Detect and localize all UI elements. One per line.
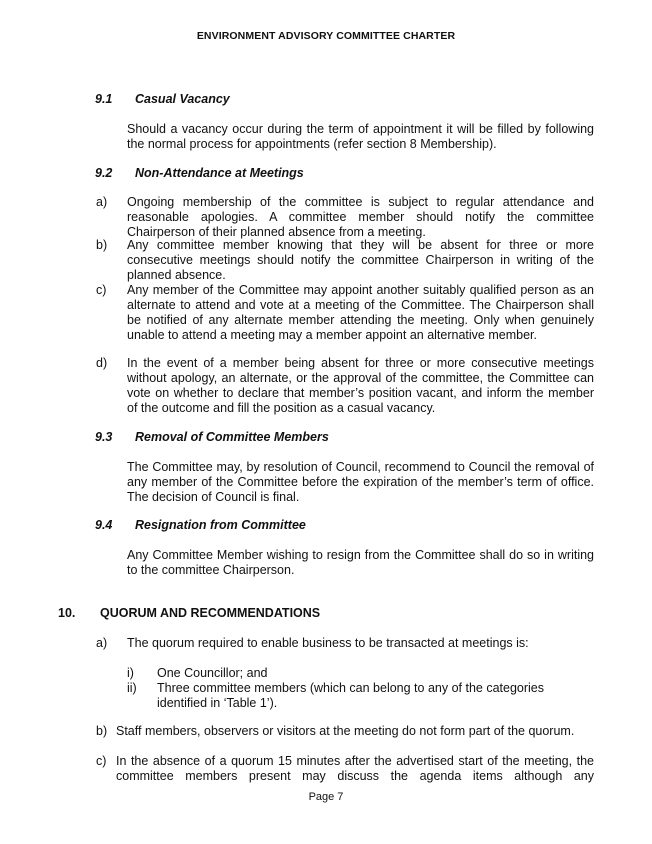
section-number: 9.4 [95,518,113,532]
list-item [96,195,594,240]
list-text: In the event of a member being absent for three or more consecutive meetings without apology, an alternate, or the approval of the committee, the Committee can vote on whether to declare that member’s position vacant, and inform the member of the outcome and fill the position as a casual vacancy. [127,356,594,415]
list-text: Ongoing membership of the committee is subject to regular attendance and reasonable apologies. A committee member should notify the committee Chairperson of their planned absence from a meeting. [127,195,594,239]
sub-list-text: One Councillor; and [157,666,268,680]
section-9-4-body: Any Committee Member wishing to resign from the Committee shall do so in writing to the committee Chairperson. [127,548,594,577]
list-label: c) [96,754,107,768]
list-label: b) [96,238,108,252]
page-number: Page 7 [308,791,344,803]
section-number: 9.2 [95,166,113,180]
section-number: 9.3 [95,430,113,444]
sub-list-text: Three committee members (which can belong to any of the categories identified in ‘Table 1’). [157,681,544,710]
list-item [96,356,594,416]
section-9-1-body: Should a vacancy occur during the term of appointment it will be filled by following the normal process for appointments (refer section 8 Membership). [127,122,594,151]
section-title: Non-Attendance at Meetings [135,166,304,180]
sub-list-item [127,666,567,681]
section-title: Casual Vacancy [135,92,230,106]
section-9-2-heading [95,166,304,180]
section-9-4-heading [95,518,306,532]
section-number: 10. [58,606,76,620]
list-item [96,238,594,283]
list-label: b) [96,724,108,738]
section-10-heading [58,606,320,620]
list-label: a) [96,195,108,209]
section-title: Removal of Committee Members [135,430,329,444]
sub-list-label: ii) [127,681,137,695]
section-9-3-heading [95,430,329,444]
section-title: QUORUM AND RECOMMENDATIONS [100,606,321,620]
sub-list-label: i) [127,666,134,680]
list-text: Staff members, observers or visitors at the meeting do not form part of the quorum. [116,724,575,738]
section-title: Resignation from Committee [135,518,306,532]
list-text: In the absence of a quorum 15 minutes after the advertised start of the meeting, the committee members present may discuss the agenda items although any [116,754,594,783]
section-9-3-body: The Committee may, by resolution of Council, recommend to Council the removal of any member of the Committee before the expiration of the member’s term of office. The decision of Council is final. [127,460,594,504]
list-item [96,754,594,784]
list-text: Any committee member knowing that they will be absent for three or more consecutive meetings should notify the committee Chairperson in writing of the planned absence. [127,238,594,282]
list-item [96,636,594,651]
list-label: d) [96,356,108,370]
list-label: c) [96,283,107,297]
section-number: 9.1 [95,92,113,106]
list-text: Any member of the Committee may appoint another suitably qualified person as an alternate to attend and vote at a meeting of the Committee. The Chairperson shall be notified of any alternate member attending the meeting. Only when genuinely unable to attend a meeting may a member appoint an alternative member. [127,283,594,342]
page-header: ENVIRONMENT ADVISORY COMMITTEE CHARTER [196,30,456,42]
list-label: a) [96,636,108,650]
section-9-1-heading [95,92,230,106]
list-item [96,724,594,739]
sub-list-item [127,681,567,711]
list-text: The quorum required to enable business to be transacted at meetings is: [127,636,529,650]
list-item [96,283,594,343]
